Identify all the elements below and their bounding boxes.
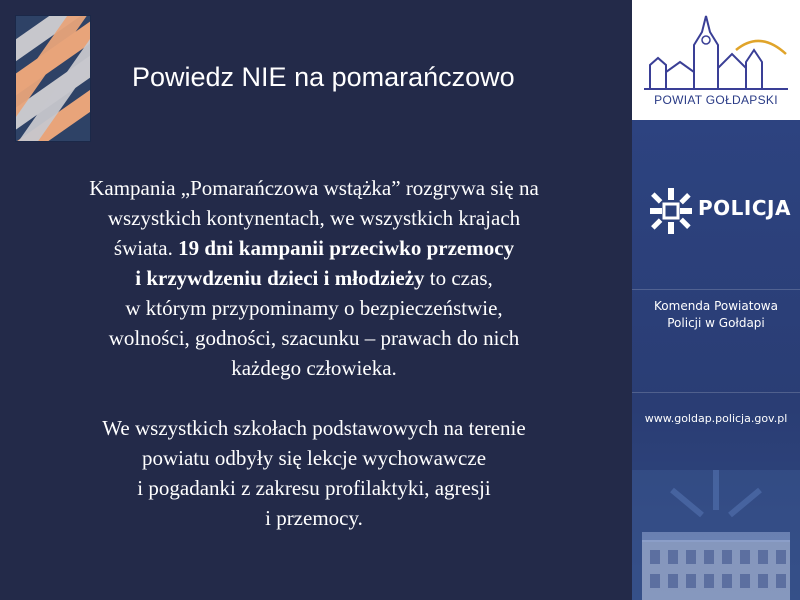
checkered-ribbon-logo	[15, 15, 91, 142]
police-label: POLICJA	[698, 196, 791, 220]
slide-title: Powiedz NIE na pomarańczowo	[132, 62, 515, 92]
police-star-icon	[650, 188, 692, 234]
castle-towers-logo	[640, 10, 792, 92]
sidebar	[632, 0, 800, 600]
county-logo-box	[632, 0, 800, 120]
paragraph2-line2: powiatu odbyły się lekcje wychowawcze	[141, 446, 487, 470]
paragraph2-line3: i pogadanki z zakresu profilaktyki, agresji	[137, 476, 491, 500]
paragraph1-line7: każdego człowieka.	[231, 356, 397, 380]
command-line2: Policji w Gołdapi	[667, 316, 765, 330]
paragraph1-line4-bold: i krzywdzeniu dzieci i młodzieży	[135, 266, 425, 290]
paragraph1-line1: Kampania „Pomarańczowa wstążka” rozgrywa się na	[89, 176, 539, 200]
paragraph1-line3	[8, 233, 620, 263]
paragraph2-line4: i przemocy.	[265, 506, 363, 530]
police-building-image	[632, 470, 800, 600]
paragraph1-line2: wszystkich kontynentach, we wszystkich krajach	[107, 206, 521, 230]
paragraph1-line4-plain: to czas,	[424, 266, 493, 290]
divider	[632, 289, 800, 290]
paragraph-campaign	[8, 173, 620, 383]
website-link: www.goldap.policja.gov.pl	[644, 412, 788, 425]
paragraph2-line1: We wszystkich szkołach podstawowych na terenie	[102, 416, 526, 440]
command-name	[632, 298, 800, 332]
county-logo-text: POWIAT GOŁDAPSKI	[654, 93, 778, 107]
paragraph1-line5: w którym przypominamy o bezpieczeństwie,	[125, 296, 503, 320]
paragraph1-line3-plain: świata.	[113, 236, 179, 260]
divider	[632, 392, 800, 393]
paragraph1-line4	[8, 263, 620, 293]
paragraph-schools	[8, 413, 620, 533]
command-line1: Komenda Powiatowa	[654, 299, 778, 313]
paragraph1-line3-bold: 19 dni kampanii przeciwko przemocy	[178, 236, 515, 260]
paragraph1-line6: wolności, godności, szacunku – prawach do nich	[108, 326, 520, 350]
